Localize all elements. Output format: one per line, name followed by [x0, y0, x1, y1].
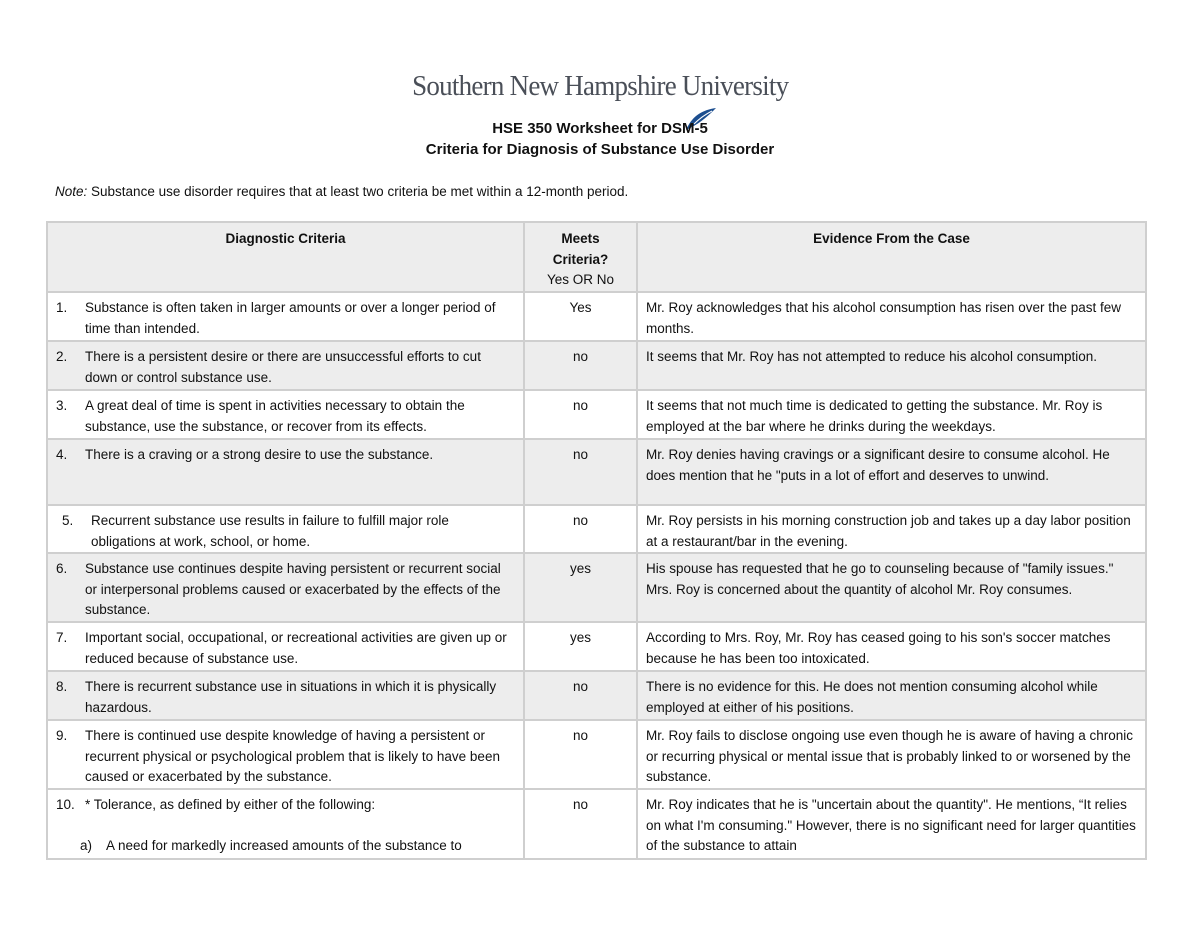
criteria-number: 4.	[56, 447, 68, 462]
criteria-text: * Tolerance, as defined by either of the following:	[85, 797, 376, 812]
meets-cell: Yes	[524, 292, 637, 341]
evidence-cell: His spouse has requested that he go to counseling because of "family issues." Mrs. Roy is concerned about the quantity of alcohol Mr. Roy consumes.	[637, 553, 1146, 622]
criteria-cell	[47, 439, 524, 505]
meets-cell: no	[524, 439, 637, 505]
criteria-table	[46, 221, 1147, 860]
criteria-cell	[47, 341, 524, 390]
criteria-cell	[47, 292, 524, 341]
evidence-cell: According to Mrs. Roy, Mr. Roy has ceased going to his son's soccer matches because he has been too intoxicated.	[637, 622, 1146, 671]
meets-cell: no	[524, 341, 637, 390]
meets-cell: no	[524, 720, 637, 789]
criteria-cell	[47, 720, 524, 789]
table-header-row	[47, 222, 1146, 292]
criteria-number: 9.	[56, 728, 68, 743]
table-row	[47, 439, 1146, 505]
criteria-number: 1.	[56, 300, 68, 315]
table-row	[47, 622, 1146, 671]
table-row	[47, 341, 1146, 390]
criteria-cell	[47, 789, 524, 859]
university-logo	[0, 52, 1200, 104]
note-text: Substance use disorder requires that at least two criteria be met within a 12-month period.	[87, 184, 629, 199]
header-meets-sub: Yes OR No	[546, 272, 615, 287]
evidence-cell: Mr. Roy indicates that he is "uncertain about the quantity". He mentions, “It relies on what I'm consuming." However, there is no significant need for larger quantities of the substance to attain	[637, 789, 1146, 859]
evidence-cell: It seems that Mr. Roy has not attempted to reduce his alcohol consumption.	[637, 341, 1146, 390]
evidence-cell: It seems that not much time is dedicated to getting the substance. Mr. Roy is employed at the bar where he drinks during the weekdays.	[637, 390, 1146, 439]
table-row	[47, 671, 1146, 720]
table-row	[47, 553, 1146, 622]
title-line-1: HSE 350 Worksheet for DSM-5	[492, 120, 708, 137]
criteria-text: Important social, occupational, or recreational activities are given up or reduced because of substance use.	[85, 630, 507, 666]
university-name: Southern New Hampshire University	[411, 70, 789, 102]
table-row	[47, 292, 1146, 341]
meets-cell: no	[524, 505, 637, 553]
criteria-text: There is a persistent desire or there are unsuccessful efforts to cut down or control substance use.	[85, 349, 481, 385]
subitem-label: a)	[80, 837, 93, 853]
criteria-text: There is recurrent substance use in situations in which it is physically hazardous.	[85, 679, 497, 715]
criteria-number: 10.	[56, 797, 75, 812]
meets-cell: no	[524, 671, 637, 720]
note	[55, 184, 628, 199]
criteria-text: There is continued use despite knowledge of having a persistent or recurrent physical or psychological problem that is likely to have been caused or exacerbated by the substance.	[85, 728, 500, 784]
criteria-subitem	[56, 836, 515, 857]
subitem-text: A need for markedly increased amounts of the substance to	[106, 837, 462, 853]
table-row	[47, 390, 1146, 439]
criteria-text: Recurrent substance use results in failure to fulfill major role obligations at work, school, or home.	[91, 513, 449, 549]
criteria-text: Substance is often taken in larger amounts or over a longer period of time than intended.	[85, 300, 496, 336]
header-meets-label: Meets Criteria?	[552, 231, 609, 267]
evidence-cell: Mr. Roy persists in his morning construction job and takes up a day labor position at a restaurant/bar in the evening.	[637, 505, 1146, 553]
note-label: Note:	[55, 184, 88, 199]
evidence-cell: There is no evidence for this. He does not mention consuming alcohol while employed at either of his positions.	[637, 671, 1146, 720]
header-evidence: Evidence From the Case	[637, 222, 1146, 292]
criteria-number: 8.	[56, 679, 68, 694]
criteria-number: 6.	[56, 561, 68, 576]
criteria-cell	[47, 622, 524, 671]
meets-cell: no	[524, 390, 637, 439]
criteria-text: There is a craving or a strong desire to use the substance.	[85, 447, 434, 462]
criteria-text: A great deal of time is spent in activities necessary to obtain the substance, use the substance, or recover from its effects.	[85, 398, 465, 434]
table-row	[47, 505, 1146, 553]
criteria-number: 3.	[56, 398, 68, 413]
evidence-cell: Mr. Roy fails to disclose ongoing use even though he is aware of having a chronic or recurring physical or mental issue that is probably linked to or worsened by the substance.	[637, 720, 1146, 789]
title-line-2: Criteria for Diagnosis of Substance Use Disorder	[425, 141, 775, 158]
criteria-cell	[47, 553, 524, 622]
criteria-number: 7.	[56, 630, 68, 645]
criteria-cell	[47, 390, 524, 439]
header-meets-criteria	[524, 222, 637, 292]
criteria-text: Substance use continues despite having persistent or recurrent social or interpersonal problems caused or exacerbated by the effects of the substance.	[85, 561, 501, 617]
criteria-number: 2.	[56, 349, 68, 364]
header-diagnostic-criteria: Diagnostic Criteria	[47, 222, 524, 292]
criteria-cell	[47, 671, 524, 720]
worksheet-title	[0, 118, 1200, 160]
meets-cell: yes	[524, 553, 637, 622]
meets-cell: no	[524, 789, 637, 859]
table-row	[47, 789, 1146, 859]
meets-cell: yes	[524, 622, 637, 671]
criteria-cell	[47, 505, 524, 553]
criteria-number: 5.	[62, 513, 74, 528]
evidence-cell: Mr. Roy acknowledges that his alcohol consumption has risen over the past few months.	[637, 292, 1146, 341]
table-row	[47, 720, 1146, 789]
evidence-cell: Mr. Roy denies having cravings or a significant desire to consume alcohol. He does mention that he "puts in a lot of effort and deserves to unwind.	[637, 439, 1146, 505]
